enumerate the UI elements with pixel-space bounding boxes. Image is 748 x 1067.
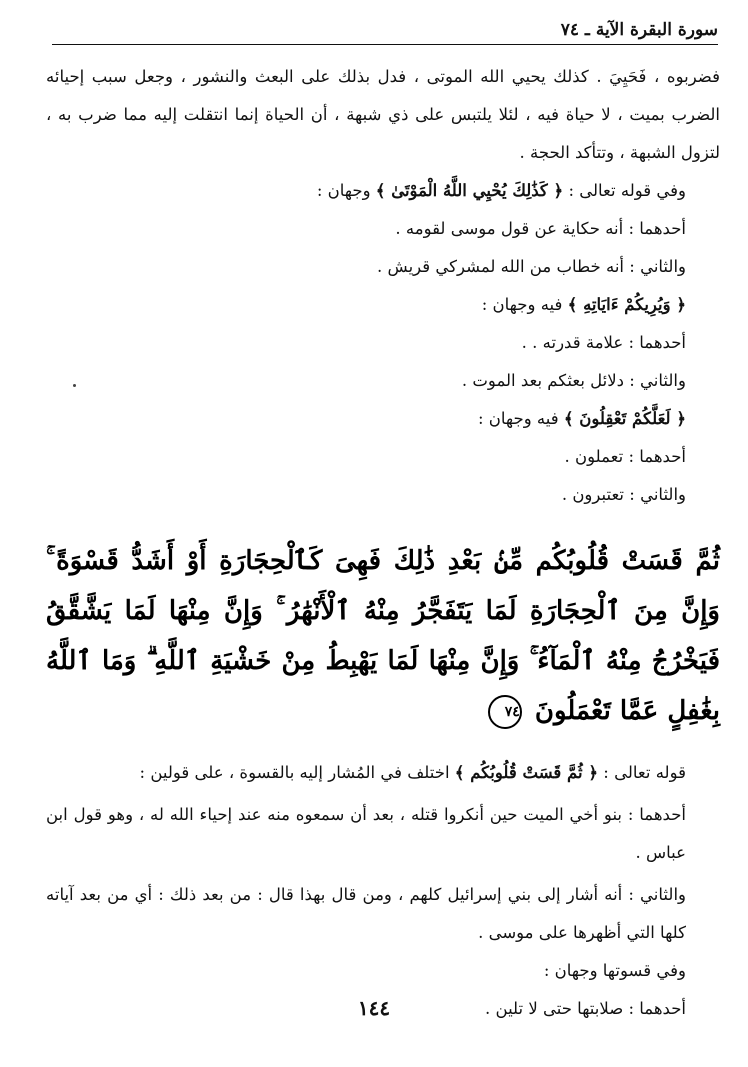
verse-number-medallion: ٧٤ — [488, 695, 522, 729]
paragraph-2-tail: وجهان : — [316, 181, 376, 200]
header-title: سورة البقرة الآية ـ ٧٤ — [560, 20, 718, 40]
paragraph-2 — [46, 172, 720, 210]
paragraph-5-tail: فيه وجهان : — [481, 295, 568, 314]
paragraph-13: والثاني : أنه أشار إلى بني إسرائيل كلهم ، ومن قال بهذا قال : من بعد ذلك : أي من بعد آياته كلها التي أظهرها على موسى . — [46, 885, 686, 942]
scan-speck — [73, 384, 76, 387]
paragraph-2-intro: وفي قوله تعالى : — [563, 181, 686, 200]
paragraph-6: أحدهما : علامة قدرته . . — [521, 333, 686, 352]
verse-quote-laallakum: ﴿ لَعَلَّكُمْ تَعْقِلُونَ ﴾ — [563, 409, 686, 428]
paragraph-4: والثاني : أنه خطاب من الله لمشركي قريش . — [377, 257, 686, 276]
verse-quote-yurikum: ﴿ وَيُرِيكُمْ ءَايَاتِهِ ﴾ — [567, 295, 686, 314]
paragraph-8-tail: فيه وجهان : — [477, 409, 564, 428]
paragraph-14: وفي قسوتها وجهان : — [543, 961, 686, 980]
paragraph-11-tail: اختلف في المُشار إليه بالقسوة ، على قولين : — [139, 763, 455, 782]
verse-quote-kadhalika: ﴿ كَذَٰلِكَ يُحْيِي اللَّهُ الْمَوْتَىٰ ﴾ — [375, 181, 564, 200]
paragraph-1: فضربوه ، فَحَيِيَ . كذلك يحيي الله الموتى ، فدل بذلك على البعث والنشور ، وجعل سبب إحيائه الضرب بميت ، لا حياة فيه ، لئلا يلتبس على ذي شبهة ، أن الحياة إنما انتقلت إليه مما ضرب به ، لتزول الشبهة ، وتتأكد الحجة . — [46, 67, 720, 162]
quran-verse-text: ثُمَّ قَسَتْ قُلُوبُكُم مِّنۢ بَعْدِ ذَٰلِكَ فَهِىَ كَٱلْحِجَارَةِ أَوْ أَشَدُّ قَسْوَةً ۚ وَإِنَّ مِنَ ٱلْحِجَارَةِ لَمَا يَتَفَجَّرُ مِنْهُ ٱلْأَنْهَٰرُ ۚ وَإِنَّ مِنْهَا لَمَا يَشَّقَّقُ فَيَخْرُجُ مِنْهُ ٱلْمَآءُ ۚ وَإِنَّ مِنْهَا لَمَا يَهْبِطُ مِنْ خَشْيَةِ ٱللَّهِ ۗ وَمَا ٱللَّهُ بِغَٰفِلٍ عَمَّا تَعْمَلُونَ — [46, 546, 720, 726]
page-number: ١٤٤ — [357, 996, 391, 1020]
paragraph-11-intro: قوله تعالى : — [598, 763, 686, 782]
paragraph-3: أحدهما : أنه حكاية عن قول موسى لقومه . — [395, 219, 686, 238]
page-body — [46, 58, 720, 1028]
paragraph-7: والثاني : دلائل بعثكم بعد الموت . — [461, 371, 686, 390]
paragraph-15: أحدهما : صلابتها حتى لا تلين . — [485, 999, 686, 1018]
running-header — [52, 18, 718, 45]
quran-verse-block — [46, 536, 720, 736]
paragraph-11 — [46, 754, 720, 792]
paragraph-12: أحدهما : بنو أخي الميت حين أنكروا قتله ، بعد أن سمعوه منه عند إحياء الله له ، وهو قول ابن عباس . — [46, 805, 686, 862]
paragraph-9: أحدهما : تعملون . — [564, 447, 686, 466]
paragraph-10: والثاني : تعتبرون . — [561, 485, 686, 504]
verse-quote-thumma: ﴿ ثُمَّ قَسَتْ قُلُوبُكُم ﴾ — [454, 763, 599, 782]
paragraph-5 — [46, 286, 720, 324]
paragraph-8 — [46, 400, 720, 438]
